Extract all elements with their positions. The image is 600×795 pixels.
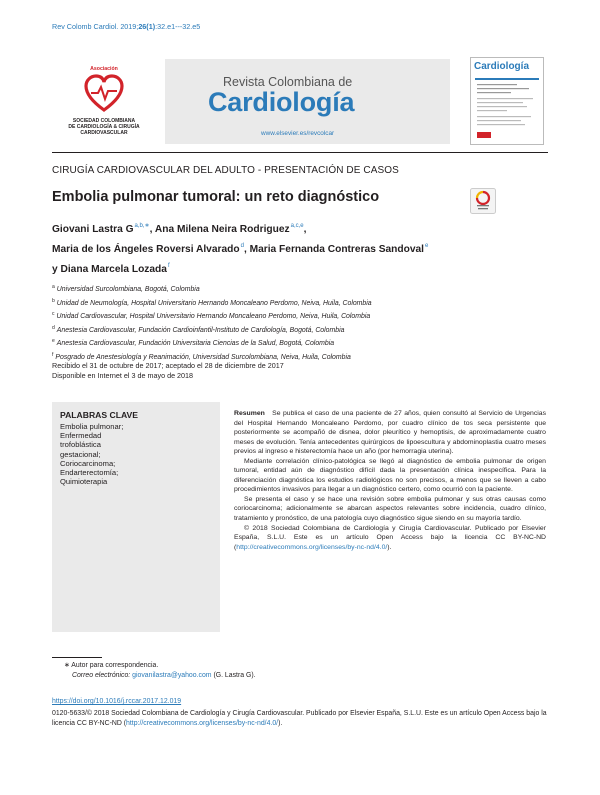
masthead-url-link[interactable]: www.elsevier.es/revcolcar xyxy=(261,130,335,137)
keyword-item: gestacional; xyxy=(60,449,101,459)
article-title: Embolia pulmonar tumoral: un reto diagnóstico xyxy=(52,189,380,205)
journal-citation[interactable] xyxy=(52,22,200,31)
doi-link[interactable]: https://doi.org/10.1016/j.rccar.2017.12.019 xyxy=(52,698,182,705)
corresponding-author-note: ∗ Autor para correspondencia. xyxy=(64,662,159,669)
journal-masthead xyxy=(165,59,450,144)
affiliation-item: $^f$ Posgrado de Anestesiología y Reanimación, Universidad Surcolombiana, Neiva, Huila, Colombia xyxy=(52,351,351,361)
heart-icon xyxy=(84,74,124,114)
keyword-item: Quimioterapia xyxy=(60,477,108,487)
logo-society-name: SOCIEDAD COLOMBIANA DE CARDIOLOGÍA & CIRUGÍA CARDIOVASCULAR xyxy=(68,118,140,136)
society-logo xyxy=(60,66,148,146)
author-affiliation-marks[interactable]: d xyxy=(240,243,244,249)
author-line-1: Giovani Lastra $G^{a,b,∗}$, Ana Milena Neira Rodriguez$^{a,c,e}$, xyxy=(52,223,307,235)
keyword-item: Embolia pulmonar; xyxy=(60,422,124,431)
author-name: Maria de los Ángeles Roversi Alvarado xyxy=(52,244,240,255)
author-name: y Diana Marcela Lozada xyxy=(52,264,167,275)
check-for-updates-icon[interactable] xyxy=(470,188,496,214)
corresponding-footnote xyxy=(52,661,256,681)
author-line-3 xyxy=(52,258,522,278)
author-affiliation-marks[interactable]: e xyxy=(424,243,429,249)
author-affiliation-marks[interactable]: a,b,∗ xyxy=(134,223,150,229)
received-date: Recibido el 31 de octubre de 2017; aceptado el 28 de diciembre de 2017 xyxy=(52,361,284,370)
author-name: Giovani Lastra G xyxy=(52,224,134,235)
author-name: Maria Fernanda Contreras Sandoval xyxy=(249,244,424,255)
affiliation-item: $^c$ Unidad Cardiovascular, Hospital Universitario Hernando Moncaleano Perdomo, Neiva, Huila, Colombia xyxy=(52,311,371,320)
keyword-item: Coriocarcinoma; xyxy=(60,458,116,468)
footer-license-link[interactable]: http://creativecommons.org/licenses/by-nc-nd/4.0/ xyxy=(126,719,279,727)
footnote-divider xyxy=(52,657,102,658)
author-list xyxy=(52,218,522,278)
journal-cover-thumbnail xyxy=(470,57,544,145)
cover-content-icon xyxy=(475,78,539,140)
keyword-item: Enfermedad xyxy=(60,431,102,441)
footer-license: 0120-5633/© 2018 Sociedad Colombiana de Cardiología y Cirugía Cardiovascular. Publicado por Elsevier España, S.L.U. Este es un artículo Open Access bajo la licencia CC BY-NC-ND (http://creativecommons.org/licenses/by-nc-nd/4.0/). xyxy=(52,710,547,727)
citation-year: 2019; xyxy=(120,22,139,31)
affiliation-list xyxy=(52,282,548,363)
affiliation-item: $^a$ Universidad Surcolombiana, Bogotá, Colombia xyxy=(52,284,200,293)
article-section: CIRUGÍA CARDIOVASCULAR DEL ADULTO - PRESENTACIÓN DE CASOS xyxy=(52,165,399,176)
affiliation-item: $^e$ Anestesia Cardiovascular, Fundación Universitaria Ciencias de la Salud, Bogotá, Colombia xyxy=(52,338,335,347)
citation-pages: :32.e1---32.e5 xyxy=(155,22,201,31)
keywords-box xyxy=(52,402,220,632)
masthead-title-big: Cardiología xyxy=(208,87,355,117)
author-name: Ana Milena Neira Rodriguez xyxy=(154,224,290,235)
email-link[interactable]: giovanilastra@yahoo.com xyxy=(132,672,212,679)
online-date: Disponible en Internet el 3 de mayo de 2018 xyxy=(52,371,194,380)
logo-association-text: Asociación xyxy=(90,66,118,72)
license-link[interactable]: http://creativecommons.org/licenses/by-nc-nd/4.0/ xyxy=(236,543,388,551)
author-line-2: Maria de los Ángeles Roversi Alvarado$^d$, Maria Fernanda Contreras Sandoval$^e$ xyxy=(52,243,429,255)
abstract-paragraph: Mediante correlación clínico-patológica se llegó al diagnóstico de embolia pulmonar de origen tumoral, entidad aún de diagnóstico difícil dada la presentación clínica inespecífica. Para la diferenciación diagnóstica los estudios radiológicos no son precisos, a menos que se lleven a cabo procedimientos invasivos para llegar a un diagnóstico certero, como ocurrió con la paciente. xyxy=(234,457,546,494)
abstract-paragraph: Resumen Se publica el caso de una paciente de 27 años, quien consultó al Servicio de Urgencias del Hospital Hernando Moncaleano Perdomo, por cuadro clínico de tos seca persistente que posteriormente se acompañó de disnea, dolor pleurítico y hemoptisis, de aproximadamente cuatro meses de evolución. Tenía antecedentes quirúrgicos de lipoescultura y abdominoplastia cuatro meses previos al ingreso e histerectomía hace un año (por hemorragia uterina). xyxy=(234,410,546,456)
abstract xyxy=(234,409,546,552)
email-line: Correo electrónico: giovanilastra@yahoo.com (G. Lastra G). xyxy=(72,672,256,679)
author-affiliation-marks[interactable]: a,c,e xyxy=(290,223,304,229)
citation-journal: Rev Colomb Cardiol. xyxy=(52,22,119,31)
affiliation-item: $^d$ Anestesia Cardiovascular, Fundación Cardioinfantil-Instituto de Cardiología, Bogotá, Colombia xyxy=(52,324,345,334)
affiliation-item: $^b$ Unidad de Neumología, Hospital Universitario Hernando Moncaleano Perdomo, Neiva, Huila, Colombia xyxy=(52,297,372,307)
header-divider xyxy=(52,152,548,153)
keywords-heading: PALABRAS CLAVE xyxy=(60,410,138,420)
cover-title: Cardiología xyxy=(474,61,530,72)
masthead-title-small: Revista Colombiana de xyxy=(223,75,353,89)
abstract-paragraph: Se presenta el caso y se hace una revisión sobre embolia pulmonar y sus otras causas como coriocarcinoma; adicionalmente se abarcan aspectos relevantes sobre incidencia, cuadro clínico, tratamiento y pronóstico, de una patología cuyo diagnóstico sigue siendo en su mayoría tardío. xyxy=(234,495,546,523)
citation-volume: 26(1) xyxy=(138,22,156,31)
article-dates xyxy=(52,361,284,381)
author-affiliation-marks[interactable]: f xyxy=(167,263,170,269)
keyword-item: Endarterectomía; xyxy=(60,468,119,478)
keyword-item: trofoblástica xyxy=(60,440,101,450)
abstract-copyright: © 2018 Sociedad Colombiana de Cardiología y Cirugía Cardiovascular. Publicado por Elsevier España, S.L.U. Este es un artículo Open Access bajo la licencia CC BY-NC-ND (http://creativecommons.org/licenses/by-nc-nd/4.0/). xyxy=(234,524,546,551)
abstract-label: Resumen xyxy=(234,410,265,417)
